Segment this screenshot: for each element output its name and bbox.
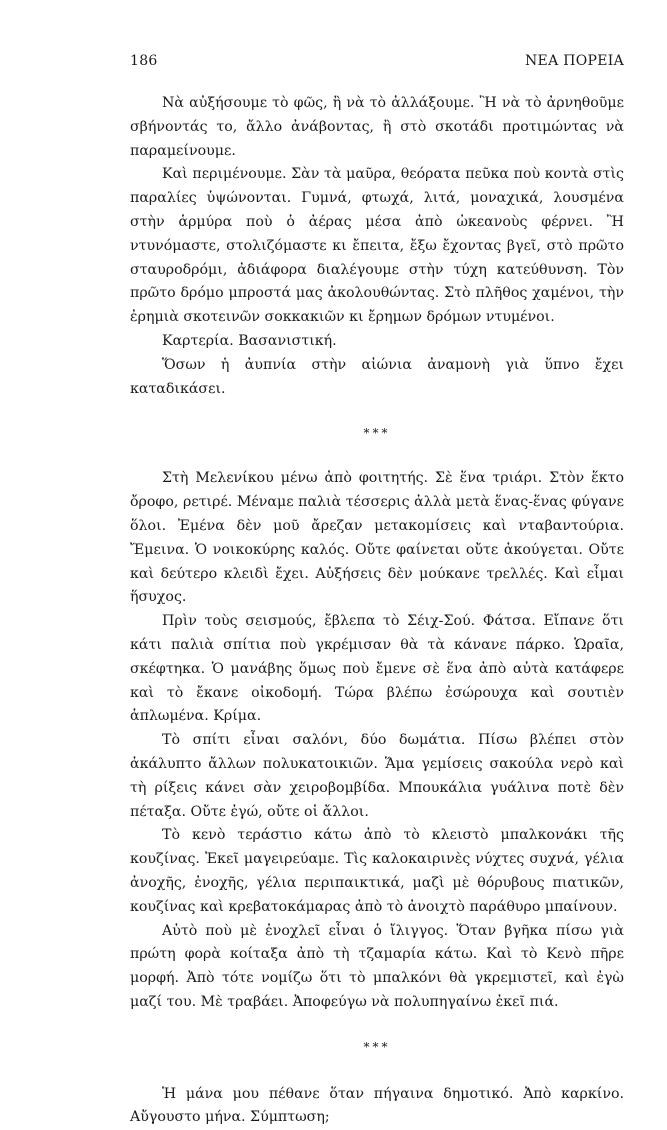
paragraph: Πρὶν τοὺς σεισμούς, ἔβλεπα τὸ Σέιχ-Σού. Φάτσα. Εἴπανε ὅτι κάτι παλιὰ σπίτια ποὺ γκρέμισαν θὰ τὰ κάνανε πάρκο. Ὡραῖα, σκέφτηκα. Ὁ μανάβης ὅμως ποὺ ἔμενε σὲ ἕνα ἀπὸ αὐτὰ κατάφερε καὶ τὸ ἔκανε οἰκοδομή. Τώρα βλέπω ἐσώρουχα καὶ σουτιὲν ἁπλωμένα. Κρίμα. xyxy=(130,613,624,725)
running-title: ΝΕΑ ΠΟΡΕΙΑ xyxy=(525,53,624,69)
paragraph: Στὴ Μελενίκου μένω ἀπὸ φοιτητής. Σὲ ἕνα τριάρι. Στὸν ἕκτο ὄροφο, ρετιρέ. Μέναμε παλιὰ τέσσερις ἀλλὰ μετὰ ἕνας-ἕνας φύγανε ὅλοι. Ἐμένα δὲν μοῦ ἄρεζαν μετακομίσεις καὶ νταβαντούρια. Ἔμεινα. Ὁ νοικοκύρης καλός. Οὔτε φαίνεται οὔτε ἀκούγεται. Οὔτε καὶ δεύτερο κλειδὶ ἔχει. Αὐξήσεις δὲν μούκανε τρελλές. Καὶ εἶμαι ἥσυχος. xyxy=(130,470,624,606)
page-number: 186 xyxy=(130,53,158,69)
paragraph: Τὸ σπίτι εἶναι σαλόνι, δύο δωμάτια. Πίσω βλέπει στὸν ἀκάλυπτο ἄλλων πολυκατοικιῶν. Ἅμα γεμίσεις σακούλα νερὸ καὶ τὴ ρίξεις κάνει σὰν χειροβομβίδα. Μπουκάλια γυάλινα ποτὲ δὲν πέταξα. Οὔτε ἐγώ, οὔτε οἱ ἄλλοι. xyxy=(130,732,624,820)
section-separator: *** xyxy=(363,1039,391,1054)
paragraph: Ὅσων ἡ ἀυπνία στὴν αἰώνια ἀναμονὴ γιὰ ὕπνο ἔχει καταδικάσει. xyxy=(130,356,624,397)
paragraph: Καρτερία. Βασανιστική. xyxy=(162,332,337,349)
page-body xyxy=(130,92,624,1130)
paragraph: Καὶ περιμένουμε. Σὰν τὰ μαῦρα, θεόρατα πεῦκα ποὺ κοντὰ στὶς παραλίες ὑψώνονται. Γυμνά, φτωχά, λιτά, μοναχικά, λουσμένα στὴν ἁρμύρα ποὺ ὁ ἀέρας μέσα ἀπὸ ὠκεανοὺς φέρνει. Ἢ ντυνόμαστε, στολιζόμαστε κι ἔπειτα, ἔξω ἔχοντας βγεῖ, στὸ πρῶτο σταυροδρόμι, ἀδιάφορα διαλέγουμε στὴν τύχη κατεύθυνση. Τὸν πρῶτο δρόμο μπροστά μας ἀκολουθώντας. Στὸ πλῆθος χαμένοι, τὴν ἐρημιὰ σκοτεινῶν σοκκακιῶν κι ἔρημων δρόμων ντυμένοι. xyxy=(130,166,624,326)
paragraph: Τὸ κενὸ τεράστιο κάτω ἀπὸ τὸ κλειστὸ μπαλκονάκι τῆς κουζίνας. Ἐκεῖ μαγειρεύαμε. Τὶς καλοκαιρινὲς νύχτες συχνά, γέλια ἀνοχῆς, ἐνοχῆς, γέλια περιπαικτικά, μαζὶ μὲ θόρυβους πιατικῶν, κουζίνας καὶ κρεβατοκάμαρας ἀπὸ τὸ ἀνοιχτὸ παράθυρο μπαίνουν. xyxy=(130,827,624,915)
section-separator: *** xyxy=(363,426,391,441)
paragraph: Νὰ αὐξήσουμε τὸ φῶς, ἢ νὰ τὸ ἀλλάξουμε. Ἢ νὰ τὸ ἀρνηθοῦμε σβήνοντάς το, ἄλλο ἀνάβοντας, ἢ στὸ σκοτάδι προτιμώντας νὰ παραμείνουμε. xyxy=(130,95,624,159)
paragraph: Αὐτὸ ποὺ μὲ ἐνοχλεῖ εἶναι ὁ ἴλιγγος. Ὅταν βγῆκα πίσω γιὰ πρώτη φορὰ κοίταξα ἀπὸ τὴ τζαμαρία κάτω. Καὶ τὸ Κενὸ πῆρε μορφή. Ἀπὸ τότε νομίζω ὅτι τὸ μπαλκόνι θὰ γκρεμιστεῖ, καὶ ἐγὼ μαζί του. Μὲ τραβάει. Ἀποφεύγω νὰ πολυπηγαίνω ἐκεῖ πιά. xyxy=(130,922,624,1010)
paragraph: Ἡ μάνα μου πέθανε ὅταν πήγαινα δημοτικό. Ἀπὸ καρκίνο. Αὔγουστο μήνα. Σύμπτωση; xyxy=(130,1085,624,1126)
running-header xyxy=(130,53,624,77)
